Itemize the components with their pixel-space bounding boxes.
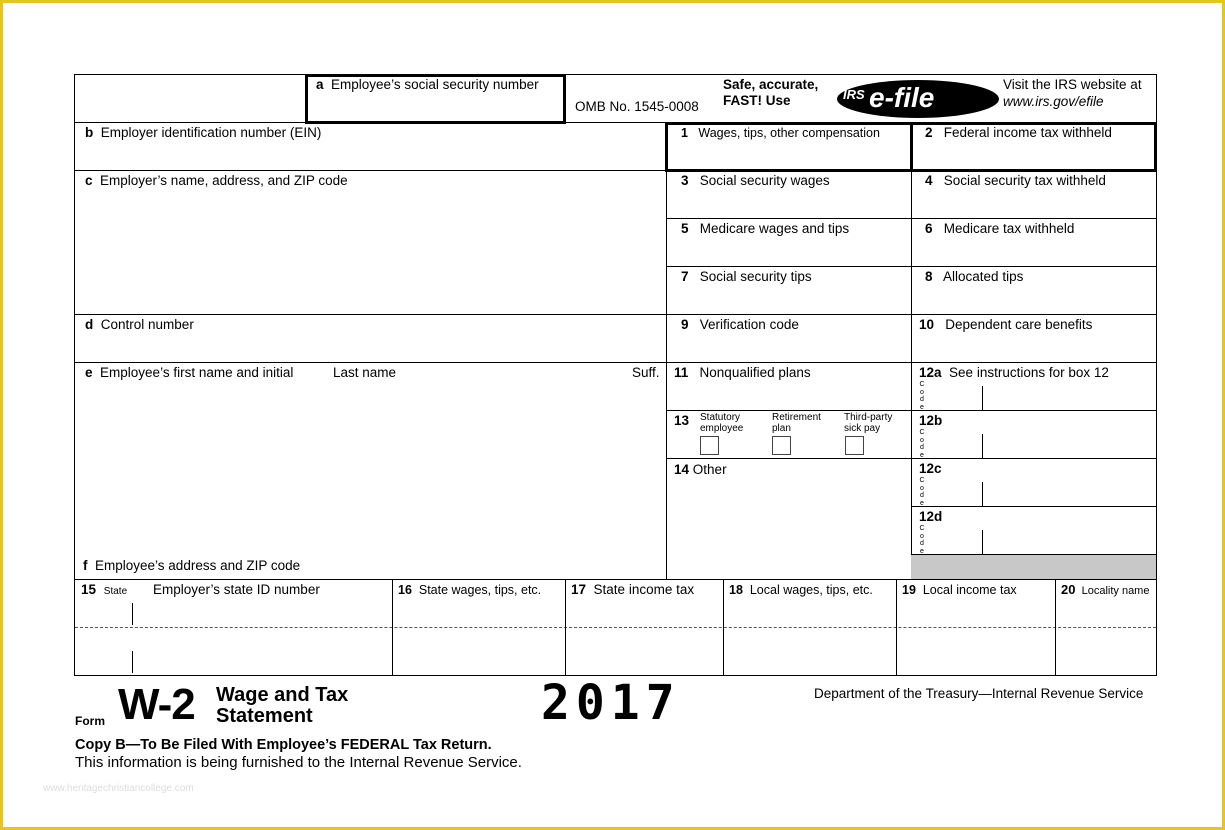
box-7-number: 7 [681, 269, 689, 284]
code-label-12c [918, 477, 926, 507]
visit-line-1: Visit the IRS website at [1003, 77, 1142, 92]
box-5-label [681, 221, 849, 237]
logo-efile: e-file [869, 82, 935, 113]
rule [74, 579, 1157, 580]
box-13-number: 13 [674, 413, 690, 428]
box-7-label [681, 269, 812, 285]
safe-line-1: Safe, accurate, [723, 77, 819, 92]
shaded-area [911, 555, 1156, 579]
code-label-12a [918, 381, 926, 411]
box-2-label [925, 125, 1112, 141]
box-4-label [925, 173, 1106, 189]
box-10-text: Dependent care benefits [945, 317, 1093, 332]
box-19-number: 19 [902, 583, 916, 597]
box-16-number: 16 [398, 583, 412, 597]
box-18-text: Local wages, tips, etc. [749, 583, 873, 597]
box-4-text: Social security tax withheld [943, 173, 1106, 188]
box-8-label [925, 269, 1023, 285]
box-12b-number: 12b [919, 413, 943, 428]
box-2-text: Federal income tax withheld [943, 125, 1112, 140]
box-18-label [729, 582, 873, 598]
box-11-number: 11 [674, 365, 689, 380]
box-d-label [85, 317, 194, 333]
rule [666, 122, 667, 579]
code-label-12b [918, 429, 926, 459]
retirement-line-2: plan [772, 423, 791, 434]
box-6-text: Medicare tax withheld [943, 221, 1075, 236]
statutory-line-1: Statutory [700, 412, 741, 423]
dashed-rule [75, 627, 1156, 628]
visit-line-2[interactable]: www.irs.gov/efile [1003, 94, 1104, 109]
box-4-number: 4 [925, 173, 933, 188]
code-letter: o [920, 532, 924, 540]
box-a-label [316, 77, 539, 93]
box-1-label [681, 125, 880, 141]
box-11-label [674, 365, 811, 381]
code-letter: C [919, 525, 925, 532]
box-3-label [681, 173, 830, 189]
third-party-line-2: sick pay [844, 423, 881, 434]
rule [132, 603, 133, 625]
third-party-sick-pay-checkbox[interactable] [845, 436, 864, 455]
box-12a-text: See instructions for box 12 [949, 365, 1109, 380]
box-3-text: Social security wages [699, 173, 830, 188]
box-f-letter: f [83, 558, 88, 573]
code-letter: e [920, 547, 924, 555]
department-line: Department of the Treasury—Internal Revenue Service [814, 686, 1144, 701]
code-label-12d [918, 525, 926, 555]
box-e-label [85, 365, 293, 381]
code-divider [982, 386, 983, 410]
box-9-number: 9 [681, 317, 689, 332]
statutory-line-2: employee [700, 423, 744, 434]
code-letter: d [920, 444, 924, 451]
box-3-number: 3 [681, 173, 689, 188]
code-letter: C [919, 429, 925, 436]
retirement-plan-label [772, 412, 821, 434]
code-divider [982, 530, 983, 554]
tax-year: 2017 [541, 675, 681, 731]
rule [392, 579, 393, 676]
form-title-line-2: Statement [216, 705, 313, 727]
code-letter: e [920, 403, 924, 411]
box-7-text: Social security tips [699, 269, 812, 284]
box-c-letter: c [85, 173, 93, 188]
rule [74, 314, 1157, 315]
code-letter: e [920, 451, 924, 459]
form-word: Form [75, 714, 105, 728]
box-18-number: 18 [729, 583, 743, 597]
box-19-text: Local income tax [922, 583, 1017, 597]
code-letter: o [920, 388, 924, 396]
box-f-text: Employee’s address and ZIP code [95, 558, 301, 573]
safe-line-2: FAST! Use [723, 93, 791, 108]
box-19-label [902, 582, 1017, 598]
box-17-text: State income tax [593, 582, 695, 597]
box-d-letter: d [85, 317, 94, 332]
third-party-line-1: Third-party [844, 412, 893, 423]
box-12a-number: 12a [919, 365, 942, 380]
code-letter: d [920, 492, 924, 499]
box-5-text: Medicare wages and tips [699, 221, 850, 236]
box-17-number: 17 [571, 582, 587, 597]
box-15-state: State [103, 586, 128, 597]
box-e-last-name: Last name [333, 365, 397, 380]
code-divider [982, 482, 983, 506]
box-1-text: Wages, tips, other compensation [698, 126, 880, 140]
rule [565, 579, 566, 676]
code-letter: d [920, 396, 924, 403]
box-10-number: 10 [919, 317, 935, 332]
retirement-line-1: Retirement [772, 412, 821, 423]
box-20-number: 20 [1061, 582, 1076, 597]
box-1-number: 1 [681, 126, 688, 140]
box-20-label [1061, 582, 1149, 599]
code-letter: o [920, 436, 924, 444]
box-6-label [925, 221, 1074, 237]
retirement-plan-checkbox[interactable] [772, 436, 791, 455]
furnished-info-line: This information is being furnished to the Internal Revenue Service. [75, 754, 522, 771]
box-c-text: Employer’s name, address, and ZIP code [100, 173, 348, 188]
code-divider [982, 434, 983, 458]
box-9-text: Verification code [699, 317, 799, 332]
box-20-text: Locality name [1081, 585, 1150, 597]
box-14-number: 14 [674, 462, 690, 477]
box-11-text: Nonqualified plans [699, 365, 811, 380]
box-14-text: Other [692, 462, 727, 477]
box-2-number: 2 [925, 125, 933, 140]
form-title-line-1: Wage and Tax [216, 684, 349, 706]
box-12a-label [919, 365, 1109, 381]
rule [1055, 579, 1056, 676]
box-8-number: 8 [925, 269, 933, 284]
box-b-text: Employer identification number (EIN) [100, 125, 322, 140]
rule [723, 579, 724, 676]
box-f-label [83, 558, 300, 574]
box-a-text: Employee’s social security number [331, 77, 539, 92]
form-name: W-2 [118, 680, 195, 729]
rule [896, 579, 897, 676]
box-15-text: Employer’s state ID number [153, 582, 320, 597]
box-9-label [681, 317, 799, 333]
box-5-number: 5 [681, 221, 689, 236]
code-letter: o [920, 484, 924, 492]
box-14-label [674, 462, 727, 478]
box-17-label [571, 582, 694, 598]
rule [911, 122, 912, 579]
copy-b-line: Copy B—To Be Filed With Employee’s FEDERAL Tax Return. [75, 737, 492, 753]
rule [132, 651, 133, 673]
statutory-employee-checkbox[interactable] [700, 436, 719, 455]
box-16-label [398, 582, 541, 598]
code-letter: d [920, 540, 924, 547]
box-e-letter: e [85, 365, 93, 380]
irs-efile-logo [837, 80, 999, 118]
box-8-text: Allocated tips [943, 269, 1024, 284]
box-12d-number: 12d [919, 509, 943, 524]
watermark: www.heritagechristiancollege.com [43, 783, 194, 794]
logo-irs: IRS [843, 87, 865, 102]
box-c-label [85, 173, 348, 189]
code-letter: e [920, 499, 924, 507]
box-15-label [81, 582, 127, 600]
box-b-letter: b [85, 125, 94, 140]
omb-number: OMB No. 1545-0008 [575, 99, 699, 114]
code-letter: C [919, 381, 925, 388]
box-a-letter: a [316, 77, 324, 92]
rule [74, 362, 1157, 363]
box-b-label [85, 125, 321, 141]
code-letter: C [919, 477, 925, 484]
third-party-sick-pay-label [844, 412, 892, 434]
box-10-label [919, 317, 1092, 333]
box-12c-number: 12c [919, 461, 942, 476]
box-15-number: 15 [81, 582, 97, 597]
box-d-text: Control number [100, 317, 194, 332]
rule [911, 506, 1157, 507]
statutory-employee-label [700, 412, 743, 434]
box-e-text: Employee’s first name and initial [100, 365, 294, 380]
box-6-number: 6 [925, 221, 933, 236]
box-16-text: State wages, tips, etc. [418, 583, 542, 597]
box-e-suffix: Suff. [632, 365, 660, 380]
